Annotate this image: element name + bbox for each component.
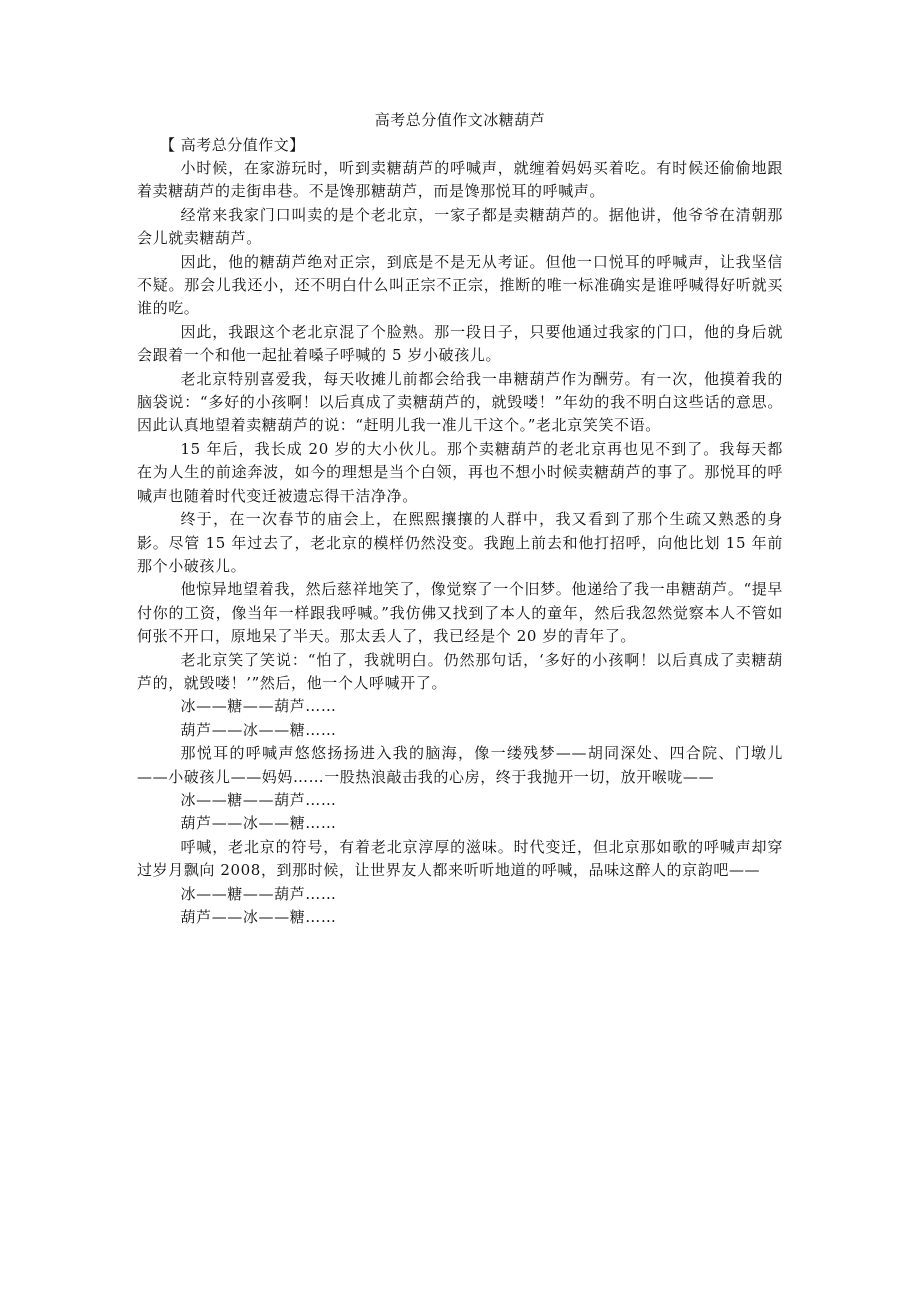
chant-line: 葫芦——冰——糖…… bbox=[180, 814, 337, 833]
paragraph: 因此，他的糖葫芦绝对正宗，到底是不是无从考证。但他一口悦耳的呼喊声，让我坚信不疑。那会儿我还小，还不明白什么叫正宗不正宗，推断的唯一标准确实是谁呼喊得好听就买谁的吃。 bbox=[137, 252, 783, 318]
chant-line: 冰——糖——葫芦…… bbox=[180, 884, 337, 903]
document-title: 高考总分值作文冰糖葫芦 bbox=[374, 111, 546, 129]
paragraph: 经常来我家门口叫卖的是个老北京，一家子都是卖糖葫芦的。据他讲，他爷爷在清朝那会儿就卖糖葫芦。 bbox=[137, 205, 783, 248]
paragraph: 终于，在一次春节的庙会上，在熙熙攘攘的人群中，我又看到了那个生疏又熟悉的身影。尽管 15 年过去了，老北京的模样仍然没变。我跑上前去和他打招呼，向他比划 15 年前那个小破孩儿。 bbox=[137, 510, 783, 575]
chant-line: 冰——糖——葫芦…… bbox=[180, 697, 337, 716]
paragraph: 那悦耳的呼喊声悠悠扬扬进入我的脑海，像一缕残梦——胡同深处、四合院、门墩儿——小破孩儿——妈妈……一股热浪敲击我的心房，终于我抛开一切，放开喉咙—— bbox=[137, 744, 783, 786]
chant-line: 葫芦——冰——糖…… bbox=[180, 908, 337, 926]
paragraph: 因此，我跟这个老北京混了个脸熟。那一段日子，只要他通过我家的门口，他的身后就会跟着一个和他一起扯着嗓子呼喊的 5 岁小破孩儿。 bbox=[137, 322, 783, 365]
paragraph: 老北京特别喜爱我，每天收摊儿前都会给我一串糖葫芦作为酬劳。有一次，他摸着我的脑袋说：“多好的小孩啊！以后真成了卖糖葫芦的，就毁喽！”年幼的我不明白这些话的意思。因此认真地望着卖糖葫芦的说：“赶明儿我一准儿干这个。”老北京笑笑不语。 bbox=[137, 369, 783, 435]
paragraph: 呼喊，老北京的符号，有着老北京淳厚的滋味。时代变迁，但北京那如歌的呼喊声却穿过岁月飘向 2008，到那时候，让世界友人都来听听地道的呼喊，品味这醉人的京韵吧—— bbox=[137, 837, 783, 880]
document-page bbox=[137, 110, 783, 929]
paragraph: 小时候，在家游玩时，听到卖糖葫芦的呼喊声，就缠着妈妈买着吃。有时候还偷偷地跟着卖糖葫芦的走街串巷。不是馋那糖葫芦，而是馋那悦耳的呼喊声。 bbox=[137, 159, 783, 201]
section-label: 【 高考总分值作文】 bbox=[160, 136, 305, 154]
chant-line: 冰——糖——葫芦…… bbox=[180, 790, 337, 809]
paragraph: 他惊异地望着我，然后慈祥地笑了，像觉察了一个旧梦。他递给了我一串糖葫芦。“提早付你的工资，像当年一样跟我呼喊。”我仿佛又找到了本人的童年，然后我忽然觉察本人不管如何张不开口，原地呆了半天。那太丢人了，我已经是个 20 岁的青年了。 bbox=[137, 580, 783, 646]
chant-line: 葫芦——冰——糖…… bbox=[180, 720, 337, 739]
paragraph: 老北京笑了笑说：“怕了，我就明白。仍然那句话，‘多好的小孩啊！以后真成了卖糖葫芦的，就毁喽！’”然后，他一个人呼喊开了。 bbox=[137, 650, 783, 692]
paragraph: 15 年后，我长成 20 岁的大小伙儿。那个卖糖葫芦的老北京再也见不到了。我每天都在为人生的前途奔波，如今的理想是当个白领，再也不想小时候卖糖葫芦的事了。那悦耳的呼喊声也随着时代变迁被遗忘得干洁净净。 bbox=[137, 439, 783, 505]
document-body bbox=[137, 157, 783, 929]
